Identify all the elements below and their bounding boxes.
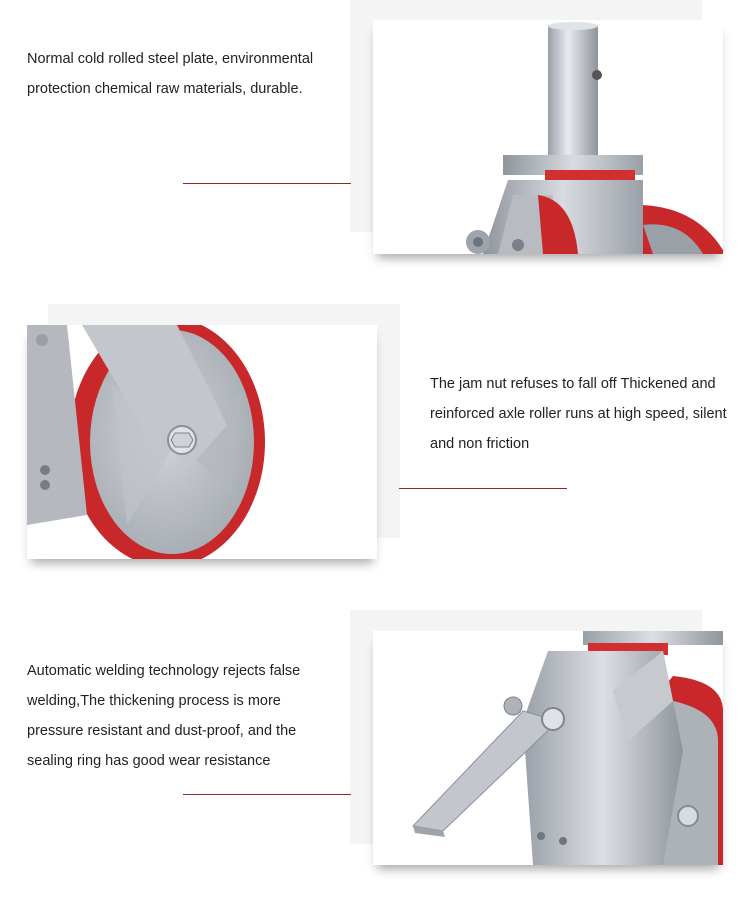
product-photo-wheel (27, 325, 377, 559)
feature-section-3 (0, 600, 750, 907)
feature-caption: The jam nut refuses to fall off Thickened and reinforced axle roller runs at high speed, silent and non friction (430, 376, 727, 452)
feature-section-1 (0, 0, 750, 300)
feature-section-2 (0, 300, 750, 600)
accent-divider (399, 488, 567, 489)
product-photo-brake-pedal (373, 631, 723, 865)
feature-caption: Automatic welding technology rejects false welding,The thickening process is more pressure resistant and dust-proof, and the sealing ring has good wear resistance (27, 663, 301, 769)
product-photo-stem-top (373, 20, 723, 254)
feature-caption: Normal cold rolled steel plate, environmental protection chemical raw materials, durable. (27, 51, 314, 97)
accent-divider (183, 183, 351, 184)
accent-divider (183, 794, 351, 795)
